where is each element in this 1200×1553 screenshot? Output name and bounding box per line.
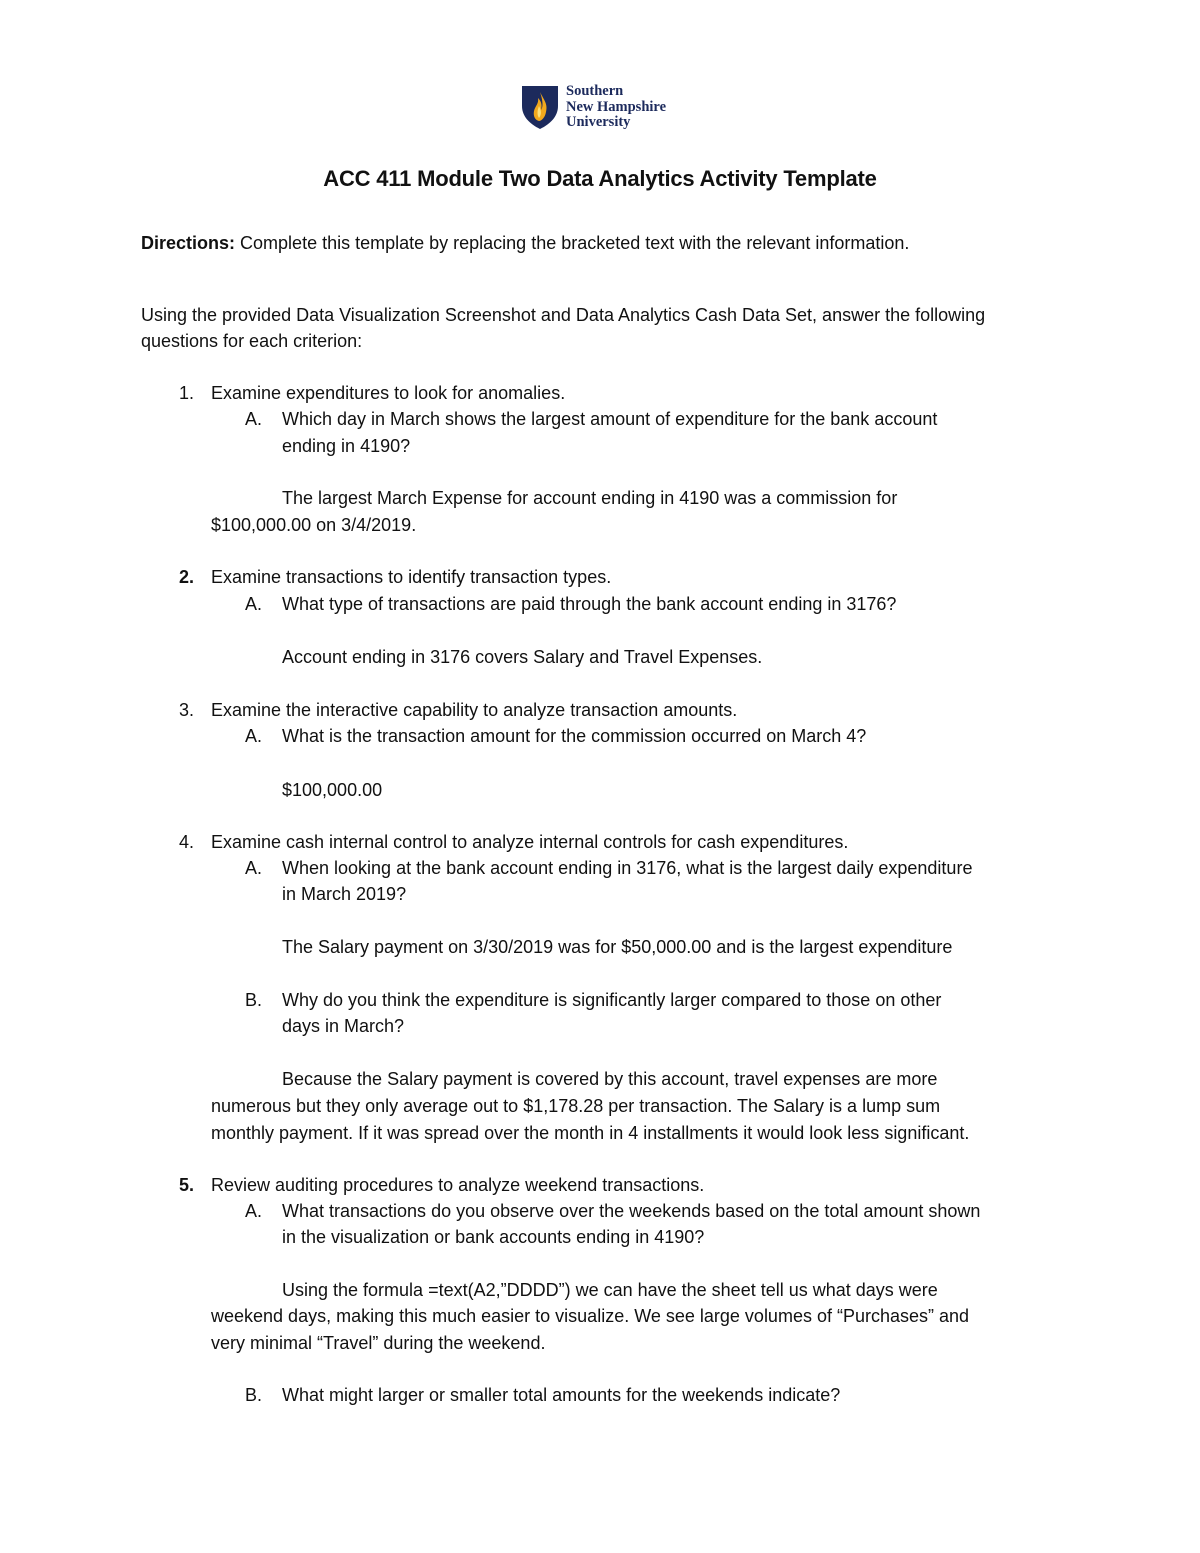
- q2-a-line-1: What type of transactions are paid through the bank account ending in 3176?: [282, 594, 897, 614]
- q1-a-line-1: Which day in March shows the largest amount of expenditure for the bank account: [282, 409, 938, 429]
- logo-line-3: University: [566, 114, 631, 130]
- q3-number: 3.: [178, 700, 194, 720]
- q4-a-letter: A.: [245, 858, 263, 878]
- q2-answer-line-1: Account ending in 3176 covers Salary and Travel Expenses.: [282, 647, 763, 667]
- q5-a-line-2: in the visualization or bank accounts ending in 4190?: [282, 1227, 705, 1247]
- shield-flame-icon: [520, 84, 560, 130]
- q1-answer-line-2: $100,000.00 on 3/4/2019.: [211, 515, 417, 535]
- directions-text: Complete this template by replacing the bracketed text with the relevant information.: [240, 233, 910, 253]
- q4-a-answer: The Salary payment on 3/30/2019 was for $50,000.00 and is the largest expenditure: [282, 937, 953, 957]
- q5-a-answer-line-1: Using the formula =text(A2,”DDDD”) we can have the sheet tell us what days were: [282, 1280, 938, 1300]
- q5-b-line-1: What might larger or smaller total amounts for the weekends indicate?: [282, 1385, 841, 1405]
- page-title: ACC 411 Module Two Data Analytics Activity Template: [323, 166, 877, 191]
- q1-a-letter: A.: [245, 409, 263, 429]
- q4-b-letter: B.: [245, 990, 263, 1010]
- q5-b-letter: B.: [245, 1385, 263, 1405]
- q1-a-line-2: ending in 4190?: [282, 436, 411, 456]
- logo-line-1: Southern: [566, 83, 624, 99]
- q4-b-line-2: days in March?: [282, 1016, 405, 1036]
- q5-number: 5.: [178, 1175, 194, 1195]
- q1-text: Examine expenditures to look for anomalies.: [211, 383, 566, 403]
- q1-answer-line-1: The largest March Expense for account ending in 4190 was a commission for: [282, 488, 898, 508]
- q3-a-line-1: What is the transaction amount for the commission occurred on March 4?: [282, 726, 867, 746]
- logo-line-2: New Hampshire: [566, 98, 667, 115]
- q4-b-answer-line-1: Because the Salary payment is covered by this account, travel expenses are more: [282, 1069, 938, 1089]
- q3-text: Examine the interactive capability to analyze transaction amounts.: [211, 700, 738, 720]
- q1-number: 1.: [178, 383, 194, 403]
- q5-a-answer-line-2: weekend days, making this much easier to visualize. We see large volumes of “Purchases” and: [211, 1306, 970, 1326]
- q2-number: 2.: [178, 567, 194, 587]
- q4-b-line-1: Why do you think the expenditure is significantly larger compared to those on other: [282, 990, 942, 1010]
- intro-line-1: Using the provided Data Visualization Screenshot and Data Analytics Cash Data Set, answer the following: [141, 305, 986, 325]
- q3-answer-line-1: $100,000.00: [282, 780, 383, 800]
- directions: [141, 233, 909, 254]
- q2-a-letter: A.: [245, 594, 263, 614]
- q4-a-line-1: When looking at the bank account ending in 3176, what is the largest daily expenditure: [282, 858, 973, 878]
- q4-b-answer-line-3: monthly payment. If it was spread over the month in 4 installments it would look less significant.: [211, 1123, 970, 1143]
- logo-wordmark: [566, 84, 666, 131]
- q5-a-answer-line-3: very minimal “Travel” during the weekend.: [211, 1333, 546, 1353]
- q2-text: Examine transactions to identify transaction types.: [211, 567, 612, 587]
- q4-b-answer-line-2: numerous but they only average out to $1,178.28 per transaction. The Salary is a lump sum: [211, 1096, 941, 1116]
- q4-a-line-2: in March 2019?: [282, 884, 407, 904]
- intro-line-2: questions for each criterion:: [141, 331, 363, 351]
- q5-a-line-1: What transactions do you observe over the weekends based on the total amount shown: [282, 1201, 981, 1221]
- directions-label: Directions:: [141, 233, 236, 253]
- q4-number: 4.: [178, 832, 194, 852]
- university-logo: [520, 84, 690, 134]
- q4-text: Examine cash internal control to analyze internal controls for cash expenditures.: [211, 832, 849, 852]
- q5-a-letter: A.: [245, 1201, 263, 1221]
- q5-text: Review auditing procedures to analyze weekend transactions.: [211, 1175, 705, 1195]
- q3-a-letter: A.: [245, 726, 263, 746]
